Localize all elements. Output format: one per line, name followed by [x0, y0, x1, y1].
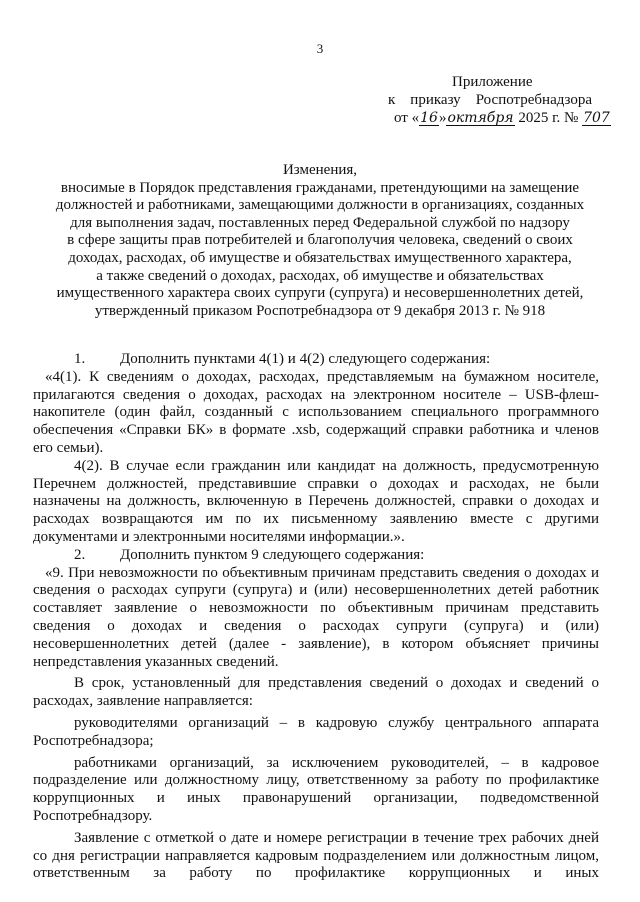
- appendix-date-line: [376, 109, 610, 127]
- item-2: [33, 547, 599, 565]
- title-line: Изменения,: [282, 162, 358, 178]
- paragraph-workers: работниками организаций, за исключением руководителей, – в кадровое подразделение или должностному лицу, ответственному за работу по профилактике коррупционных и иных правонарушений организации, подведомственной Роспотребнадзору.: [33, 754, 599, 824]
- handwritten-day: 16: [420, 110, 438, 126]
- appendix-word-order: приказу: [410, 92, 461, 108]
- paragraph-heads: руководителями организаций – в кадровую службу центрального аппарата Роспотребнадзора;: [33, 714, 599, 749]
- item-1-text: Дополнить пунктами 4(1) и 4(2) следующего содержания:: [120, 351, 491, 367]
- paragraph-term: В срок, установленный для представления сведений о доходах и сведений о расходах, заявление направляется:: [33, 675, 599, 710]
- title-line: должностей и работниками, замещающими должности в организациях, созданных: [55, 197, 585, 214]
- item-2-number: 2.: [74, 546, 86, 563]
- title-line: утвержденный приказом Роспотребнадзора от 9 декабря 2013 г. № 918: [94, 302, 546, 319]
- paragraph-last: Заявление с отметкой о дате и номере регистрации в течение трех рабочих дней со дня регистрации направляется кадровым подразделением или должностным лицом, ответственным за работу по профилактике коррупционных и иных: [33, 829, 599, 882]
- document-body: [33, 351, 599, 883]
- title-line: а также сведений о доходах, расходах, об имуществе и обязательствах: [96, 267, 544, 284]
- item-1-number: 1.: [74, 351, 86, 367]
- appendix-word-k: к: [388, 92, 396, 108]
- item-1: [33, 351, 599, 369]
- page-number: 3: [316, 41, 324, 56]
- appendix-title: Приложение: [452, 74, 533, 90]
- document-title: [40, 162, 600, 320]
- appendix-order-line: [376, 91, 606, 109]
- appendix-block: [376, 73, 610, 127]
- handwritten-month: октября: [447, 110, 514, 126]
- title-line: доходах, расходах, об имуществе и обязательствах имущественного характера,: [68, 249, 572, 266]
- item-2-text: Дополнить пунктом 9 следующего содержания:: [120, 546, 425, 563]
- handwritten-order-number: 707: [583, 110, 610, 126]
- title-line: в сфере защиты прав потребителей и благополучия человека, сведений о своих: [67, 232, 573, 249]
- date-year: 2025 г. №: [518, 110, 579, 126]
- date-mid: »: [438, 110, 447, 126]
- date-prefix: от «: [394, 110, 420, 126]
- title-line: имущественного характера своих супруги (супруга) и несовершеннолетних детей,: [56, 285, 584, 302]
- paragraph-9: «9. При невозможности по объективным причинам представить сведения о доходах и сведения о расходах супруги (супруга) и (или) несовершеннолетних детей работник составляет заявление о невозможности по объективным причинам представить сведения о доходах и сведения о расходах супруги (супруга) и (или) несовершеннолетних детей (далее - заявление), в котором объясняет причины непредставления указанных сведений.: [33, 564, 599, 670]
- title-line: вносимые в Порядок представления гражданами, претендующими на замещение: [60, 179, 580, 196]
- title-line: для выполнения задач, поставленных перед Федеральной службой по надзору: [70, 214, 570, 231]
- paragraph-4-2: 4(2). В случае если гражданин или кандидат на должность, предусмотренную Перечнем должностей, представившие справки о доходах и расходах, не были назначены на должность, включенную в Перечень должностей, справки о доходах и расходах возвращаются им по их письменному заявлению вместе с другими документами и электронными носителями информации.».: [33, 457, 599, 545]
- appendix-word-agency: Роспотребнадзора: [475, 92, 593, 108]
- paragraph-4-1: «4(1). К сведениям о доходах, расходах, представляемым на бумажном носителе, прилагаются сведения о доходах, расходах на электронном носителе – USB-флеш-накопителе (один файл, созданный с использованием специального программного обеспечения «Справки БК» в формате .xsb, содержащий справки работника и членов его семьи).: [33, 368, 599, 456]
